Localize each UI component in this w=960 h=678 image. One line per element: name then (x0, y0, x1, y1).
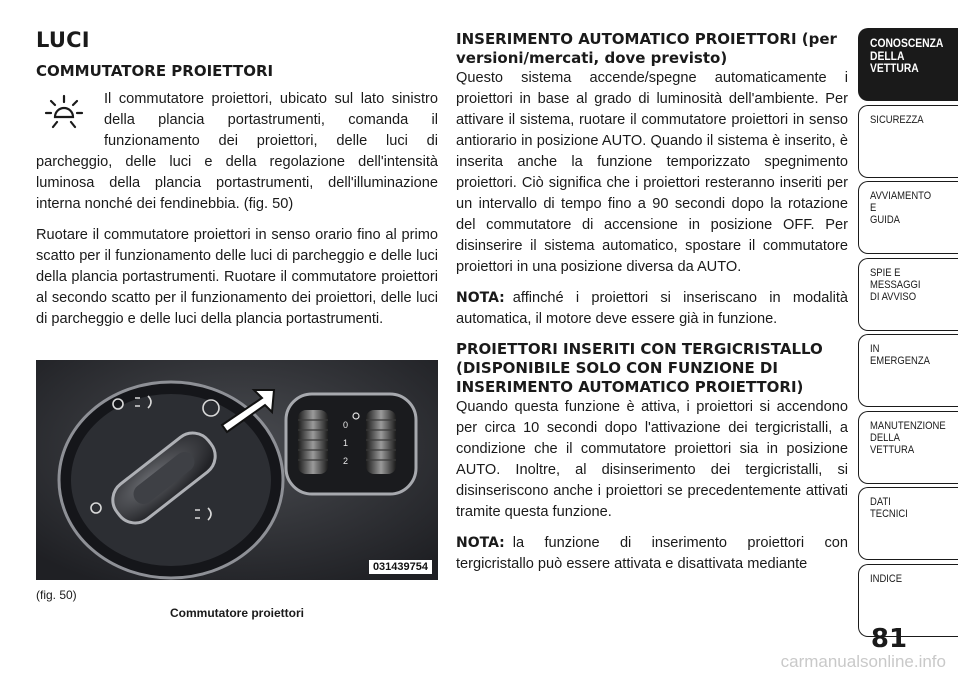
tab-label: SPIE E MESSAGGI DI AVVISO (870, 266, 921, 303)
tab-label: CONOSCENZA DELLA VETTURA (870, 36, 944, 75)
wiper-headlights-paragraph: Quando questa funzione è attiva, i proiettori si accendono per circa 10 secondi dopo l'attivazione dei tergicristalli, a condizione che il commutatore proiettori sia in posizione AUTO. Inoltre, al disinserimento dei tergicristalli, si disinseriscono anche i proiettori se precedentemente attivati tramite questa funzione. (456, 399, 848, 520)
tab-in-emergenza[interactable] (858, 334, 958, 407)
note-1-label: NOTA: (456, 290, 505, 306)
tab-conoscenza-della-vettura[interactable] (858, 28, 958, 101)
page-number: 81 (870, 624, 908, 654)
scale-mark-1: 1 (343, 438, 349, 448)
intro-block (36, 89, 438, 215)
note-2-label: NOTA: (456, 535, 505, 551)
note-1-text: affinché i proiettori si inseriscano in modalità automatica, il motore deve essere già in funzione. (456, 290, 848, 327)
figure-code: 031439754 (369, 560, 432, 574)
tab-label: AVVIAMENTO E GUIDA (870, 190, 932, 226)
tab-spie-e-messaggi[interactable] (858, 258, 958, 331)
note-2 (456, 533, 848, 575)
tab-label: IN EMERGENZA (870, 343, 930, 367)
figure-label: (fig. 50) (36, 588, 77, 602)
tab-avviamento-e-guida[interactable] (858, 181, 958, 254)
note-2-text: la funzione di inserimento proiettori con tergicristallo può essere attivata e disattivata mediante (456, 535, 848, 572)
auto-headlights-title: INSERIMENTO AUTOMATICO PROIETTORI (per versioni/mercati, dove previsto) (456, 30, 837, 67)
wiper-headlights-title: PROIETTORI INSERITI CON TERGICRISTALLO (DISPONIBILE SOLO CON FUNZIONE DI INSERIMENTO AUTOMATICO PROIETTORI) (456, 340, 823, 396)
headlight-switch-photo (36, 360, 438, 580)
tab-sicurezza[interactable] (858, 105, 958, 178)
scale-mark-0: 0 (343, 420, 349, 430)
figure-caption: Commutatore proiettori (169, 606, 304, 620)
section-title: COMMUTATORE PROIETTORI (36, 62, 274, 80)
tab-label: MANUTENZIONE DELLA VETTURA (870, 419, 946, 456)
headlight-icon (44, 93, 84, 133)
tab-label: SICUREZZA (870, 113, 924, 126)
chapter-sidebar (858, 28, 958, 640)
tab-label: DATI TECNICI (870, 496, 908, 520)
chapter-title: LUCI (36, 28, 90, 52)
note-1 (456, 288, 848, 330)
tab-manutenzione[interactable] (858, 411, 958, 484)
tab-label: INDICE (870, 572, 903, 585)
paragraph-intro: Il commutatore proiettori, ubicato sul lato sinistro della plancia portastrumenti, comanda il funzionamento dei proiettori, delle luci di parcheggio, delle luci e della regolazione dell'intensità luminosa della plancia portastrumenti, dell'illuminazione interna nonché dei fendinebbia. (fig. 50) (36, 91, 438, 212)
right-column (456, 30, 848, 575)
watermark-text: carmanualsonline.info (780, 652, 946, 671)
scale-mark-2: 2 (343, 456, 349, 466)
paragraph-rotation: Ruotare il commutatore proiettori in senso orario fino al primo scatto per il funzionamento delle luci di parcheggio e delle luci della plancia portastrumenti. Ruotare il commutatore proiettori al secondo scatto per il funzionamento dei proiettori, delle luci di parcheggio e delle luci della plancia portastrumenti. (36, 227, 438, 327)
left-column (36, 28, 438, 330)
figure-photo (36, 360, 438, 580)
tab-dati-tecnici[interactable] (858, 487, 958, 560)
auto-headlights-paragraph: Questo sistema accende/spegne automaticamente i proiettori in base al grado di luminosità dell'ambiente. Per attivare il sistema, ruotare il commutatore proiettori in senso antiorario in posizione AUTO. Quando il sistema è inserito, è inserita anche la funzione temporizzato spegnimento proiettori. Ciò significa che i proiettori resteranno inseriti per un intervallo di tempo fino a 90 secondi dopo la rotazione del commutatore di accensione in posizione OFF. Per disinserire il sistema automatico, spostare il commutatore proiettori in una posizione diversa da AUTO. (456, 70, 848, 275)
